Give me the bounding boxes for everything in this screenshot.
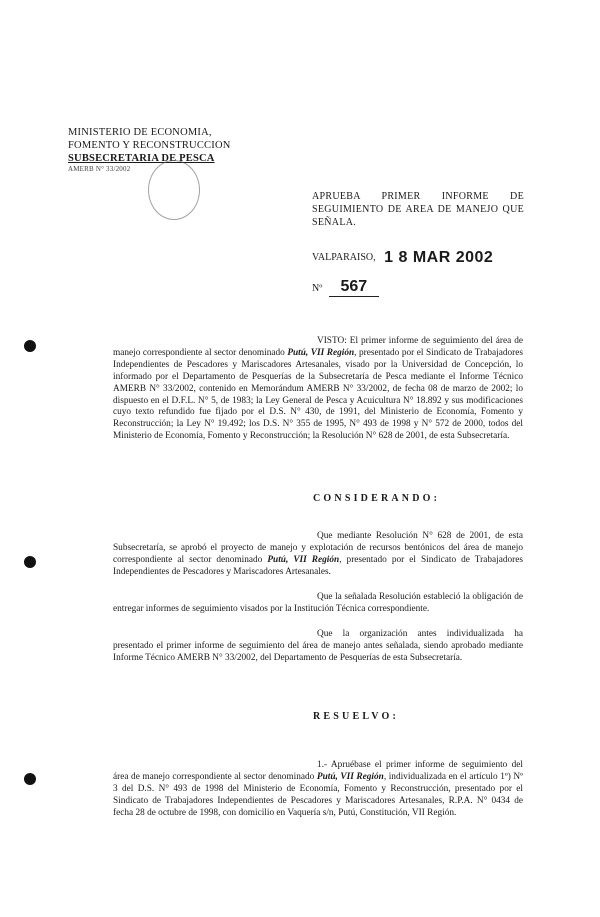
subsecretaria-name: SUBSECRETARIA DE PESCA — [68, 153, 215, 164]
considerando-paragraph-2: Que la señalada Resolución estableció la obligación de entregar informes de seguimiento visados por la Institución Técnica correspondiente. — [113, 592, 523, 614]
ministry-name-line1: MINISTERIO DE ECONOMIA, — [68, 127, 212, 138]
visto-paragraph — [113, 336, 523, 443]
considerando-1-place: Putú, VII Región — [267, 554, 340, 565]
visto-place: Putú, VII Región — [287, 347, 355, 358]
punch-hole-bottom — [24, 773, 36, 785]
dateline-place: VALPARAISO, — [312, 252, 376, 263]
resuelvo-1-text-a: 1.- Apruébase el primer informe de seguimiento del área de manejo correspondiente al sector denominado — [113, 760, 523, 782]
punch-hole-top — [24, 340, 36, 352]
resuelvo-heading: RESUELVO: — [313, 711, 400, 722]
resolution-number-line — [312, 278, 379, 297]
document-subject: APRUEBA PRIMER INFORME DE SEGUIMIENTO DE AREA DE MANEJO QUE SEÑALA. — [312, 191, 524, 228]
dateline — [312, 247, 493, 265]
resuelvo-1-text-b: , individualizada en el artículo 1º) Nº 3 del D.S. N° 493 de 1998 del Ministerio de Economía, Fomento y Reconstrucción, presentado por el Sindicato de Trabajadores Independientes de Pescadores y Mariscadores Artesanales, R.P.A. N° 0434 de fecha 28 de octubre de 1998, con domicilio en Vaquería s/n, Putú, Constitución, VII Región. — [113, 771, 524, 818]
ministry-letterhead — [68, 126, 238, 174]
visto-text-b: , presentado por el Sindicato de Trabajadores Independientes de Pescadores y Mariscadores Artesanales, visado por la Universidad de Concepción, lo informado por el Departamento de Pesquerías de la Subsecretaría de Pesca mediante el Informe Técnico AMERB N° 33/2002, contenido en Memorándum AMERB N° 33/2002, de fecha 08 de marzo de 2002; lo dispuesto en el D.F.L. N° 5, de 1983; la Ley General de Pesca y Acuicultura N° 18.892 y sus modificaciones cuyo texto refundido fue fijado por el D.S. N° 430, de 1991, del Ministerio de Economía, Fomento y Reconstrucción; la Ley N° 19.492; los D.S. N° 355 de 1995, N° 493 de 1998 y N° 572 de 2000, todos del Ministerio de Economía, Fomento y Reconstrucción; la Resolución N° 628 de 2001, de esta Subsecretaría. — [113, 347, 524, 442]
considerando-heading: CONSIDERANDO: — [313, 493, 441, 504]
official-seal-stamp — [148, 160, 200, 220]
date-stamp: 1 8 MAR 2002 — [384, 249, 494, 266]
resolution-number-label: Nº — [312, 283, 323, 294]
visto-text-a: VISTO: El primer informe de seguimiento del área de manejo correspondiente al sector denominado — [113, 336, 523, 358]
considerando-1-text-a: Que mediante Resolución N° 628 de 2001, de esta Subsecretaría, se aprobó el proyecto de manejo y explotación de recursos bentónicos del área de manejo correspondiente al sector denominado — [113, 531, 523, 565]
considerando-paragraph-3: Que la organización antes individualizada ha presentado el primer informe de seguimiento del área de manejo antes señalada, siendo aprobado mediante Informe Técnico AMERB N° 33/2002, del Departamento de Pesquerías de esta Subsecretaría. — [113, 629, 523, 663]
considerando-1-text-b: , presentado por el Sindicato de Trabajadores Independientes de Pescadores y Mariscadores Artesanales. — [113, 554, 523, 577]
amerb-reference: AMERB N° 33/2002 — [68, 165, 131, 173]
ministry-name-line2: FOMENTO Y RECONSTRUCCION — [68, 140, 231, 151]
punch-hole-middle — [24, 556, 36, 568]
resuelvo-paragraph-1 — [113, 760, 523, 820]
resuelvo-1-place: Putú, VII Región — [316, 771, 384, 782]
resolution-number-value: 567 — [329, 278, 379, 297]
considerando-paragraph-1 — [113, 531, 523, 579]
